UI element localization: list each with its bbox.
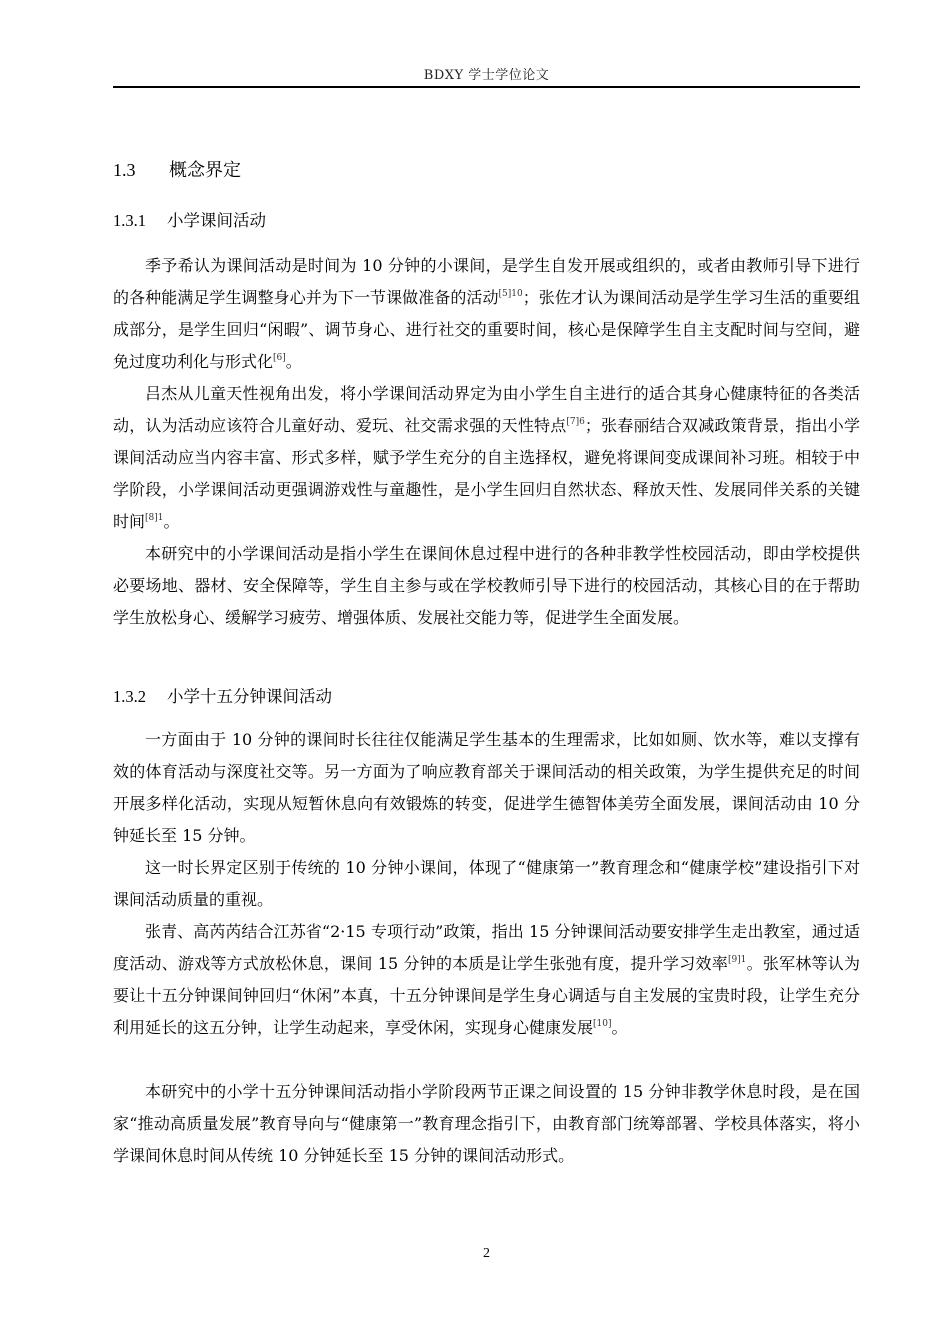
subsection-number: 1.3.2 xyxy=(113,687,146,706)
section-number: 1.3 xyxy=(113,160,136,180)
paragraph-text: 季予希认为课间活动是时间为 10 分钟的小课间，是学生自发开展或组织的，或者由教师引导下进行的各种能满足学生调整身心并为下一节课做准备的活动 xyxy=(113,256,860,307)
paragraph: 本研究中的小学课间活动是指小学生在课间休息过程中进行的各种非教学性校园活动，即由学校提供必要场地、器材、安全保障等，学生自主参与或在学校教师引导下进行的校园活动，其核心目的在于帮助学生放松身心、缓解学习疲劳、增强体质、发展社交能力等，促进学生全面发展。 xyxy=(113,544,860,627)
subsection-number: 1.3.1 xyxy=(113,211,146,230)
paragraph-text: 。 xyxy=(285,352,302,371)
paragraph-text: ；张佐才认为课间活动是学生学习生活的重要组成部分，是学生回归“闲暇”、调节身心、进行社交的重要时间，核心是保障学生自主支配时间与空间，避免过度功利化与形式化 xyxy=(113,288,860,371)
paragraph-text: 。 xyxy=(163,512,180,531)
citation: [7]6 xyxy=(566,417,585,427)
paragraph-text: ；张春丽结合双减政策背景，指出小学课间活动应当内容丰富、形式多样，赋予学生充分的自主选择权，避免将课间变成课间补习班。相较于中学阶段，小学课间活动更强调游戏性与童趣性，是小学生回归自然状态、释放天性、发展同伴关系的关键时间 xyxy=(113,416,860,531)
paragraph-text: 吕杰从儿童天性视角出发，将小学课间活动界定为由小学生自主进行的适合其身心健康特征的各类活动，认为活动应该符合儿童好动、爱玩、社交需求强的天性特点 xyxy=(113,384,860,435)
paragraph-text: 。张军林等认为要让十五分钟课间钟回归“休闲”本真，十五分钟课间是学生身心调适与自主发展的宝贵时段，让学生充分利用延长的这五分钟，让学生动起来，享受休闲，实现身心健康发展 xyxy=(113,954,860,1037)
header-rule xyxy=(113,86,860,88)
paragraph: 这一时长界定区别于传统的 10 分钟小课间，体现了“健康第一”教育理念和“健康学校”建设指引下对课间活动质量的重视。 xyxy=(113,858,860,909)
subsection-heading-1 xyxy=(113,210,266,232)
citation: [9]1 xyxy=(727,955,747,965)
citation: [8]1 xyxy=(145,513,164,523)
page-number: 2 xyxy=(483,1246,490,1261)
citation: [6] xyxy=(273,353,286,363)
paragraph xyxy=(113,378,860,538)
paragraph xyxy=(113,250,860,378)
subsection-heading-2 xyxy=(113,686,332,708)
section-title: 概念界定 xyxy=(169,160,241,181)
section-heading xyxy=(113,158,241,183)
paragraph: 本研究中的小学十五分钟课间活动指小学阶段两节正课之间设置的 15 分钟非教学休息时段，是在国家“推动高质量发展”教育导向与“健康第一”教育理念指引下，由教育部门统筹部署、学校具体落实，将小学课间休息时间从传统 10 分钟延长至 15 分钟的课间活动形式。 xyxy=(113,1082,860,1165)
paragraph-text: 张青、高芮芮结合江苏省“2·15 专项行动”政策，指出 15 分钟课间活动要安排学生走出教室，通过适度活动、游戏等方式放松休息，课间 15 分钟的本质是让学生张弛有度，提升学习效率 xyxy=(113,922,860,973)
citation: [10] xyxy=(593,1019,612,1029)
subsection-title: 小学课间活动 xyxy=(167,211,266,230)
paragraph-text: 。 xyxy=(611,1018,628,1037)
paragraph: 一方面由于 10 分钟的课间时长往往仅能满足学生基本的生理需求，比如如厕、饮水等，难以支撑有效的体育活动与深度社交等。另一方面为了响应教育部关于课间活动的相关政策，为学生提供充足的时间开展多样化活动，实现从短暂休息向有效锻炼的转变，促进学生德智体美劳全面发展，课间活动由 10 分钟延长至 15 分钟。 xyxy=(113,730,860,845)
running-header: BDXY 学士学位论文 xyxy=(423,68,550,83)
subsection-title: 小学十五分钟课间活动 xyxy=(167,687,332,706)
citation: [5]10 xyxy=(498,289,523,299)
paragraph xyxy=(113,916,860,1044)
